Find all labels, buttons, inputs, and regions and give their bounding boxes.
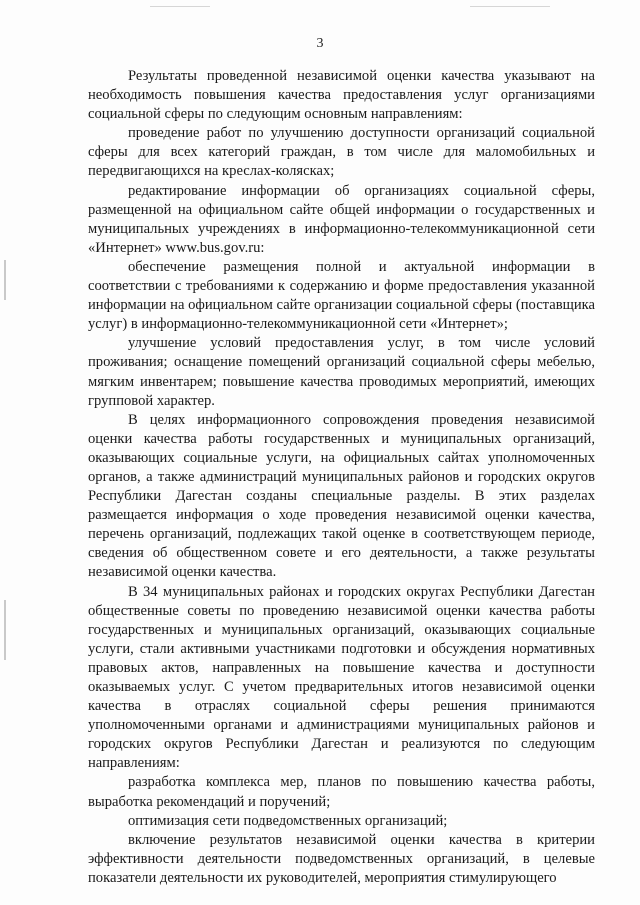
- scan-artifact: [150, 6, 210, 7]
- paragraph: улучшение условий предоставления услуг, в том числе условий проживания; оснащение помещений организаций социальной сферы мебелью, мягким инвентарем; повышение качества проводимых мероприятий, имеющих групповой характер.: [88, 335, 595, 409]
- paragraph: редактирование информации об организациях социальной сферы, размещенной на официальном сайте общей информации о государственных и муниципальных учреждениях в информационно-телекоммуникационной сети «Интернет» www.bus.gov.ru:: [88, 182, 595, 256]
- paragraph: проведение работ по улучшению доступности организаций социальной сферы для всех категорий граждан, в том числе для маломобильных и передвигающихся на креслах-колясках;: [88, 125, 595, 180]
- document-body: [88, 67, 595, 888]
- scan-artifact: [4, 600, 6, 660]
- paragraph: В 34 муниципальных районах и городских округах Республики Дагестан общественные советы по проведению независимой оценки качества работы государственных и муниципальных организаций, оказывающих социальные услуги, стали активными участниками подготовки и обсуждения нормативных правовых актов, направленных на повышение качества и доступности оказываемых услуг. С учетом предварительных итогов независимой оценки качества в отраслях социальной сферы решения принимаются уполномоченными органами и администрациями муниципальных районов и городских округов Республики Дагестан и реализуются по следующим направлениям:: [88, 583, 595, 772]
- scan-artifact: [4, 260, 6, 300]
- paragraph: оптимизация сети подведомственных организаций;: [128, 812, 448, 829]
- paragraph: включение результатов независимой оценки качества в критерии эффективности деятельности подведомственных организаций, в целевые показатели деятельности их руководителей, мероприятия стимулирующего: [88, 831, 595, 886]
- page-number: 3: [316, 36, 324, 51]
- scan-artifact: [470, 6, 550, 7]
- paragraph: обеспечение размещения полной и актуальной информации в соответствии с требованиями к содержанию и форме предоставления указанной информации на официальном сайте организации социальной сферы (поставщика услуг) в информационно-телекоммуникационной сети «Интернет»;: [88, 258, 595, 333]
- paragraph: разработка комплекса мер, планов по повышению качества работы, выработка рекомендаций и поручений;: [88, 774, 595, 810]
- paragraph: В целях информационного сопровождения проведения независимой оценки качества работы государственных и муниципальных организаций, оказывающих социальные услуги, на официальных сайтах уполномоченных органов, а также администраций муниципальных районов и городских округов Республики Дагестан созданы специальные разделы. В этих разделах размещается информация о ходе проведения независимой оценки качества, перечень организаций, подлежащих такой оценке в соответствующем периоде, сведения об общественном совете и его деятельности, а также результаты независимой оценки качества.: [88, 411, 595, 581]
- paragraph: Результаты проведенной независимой оценки качества указывают на необходимость повышения качества предоставления услуг организациями социальной сферы по следующим основным направлениям:: [88, 68, 595, 123]
